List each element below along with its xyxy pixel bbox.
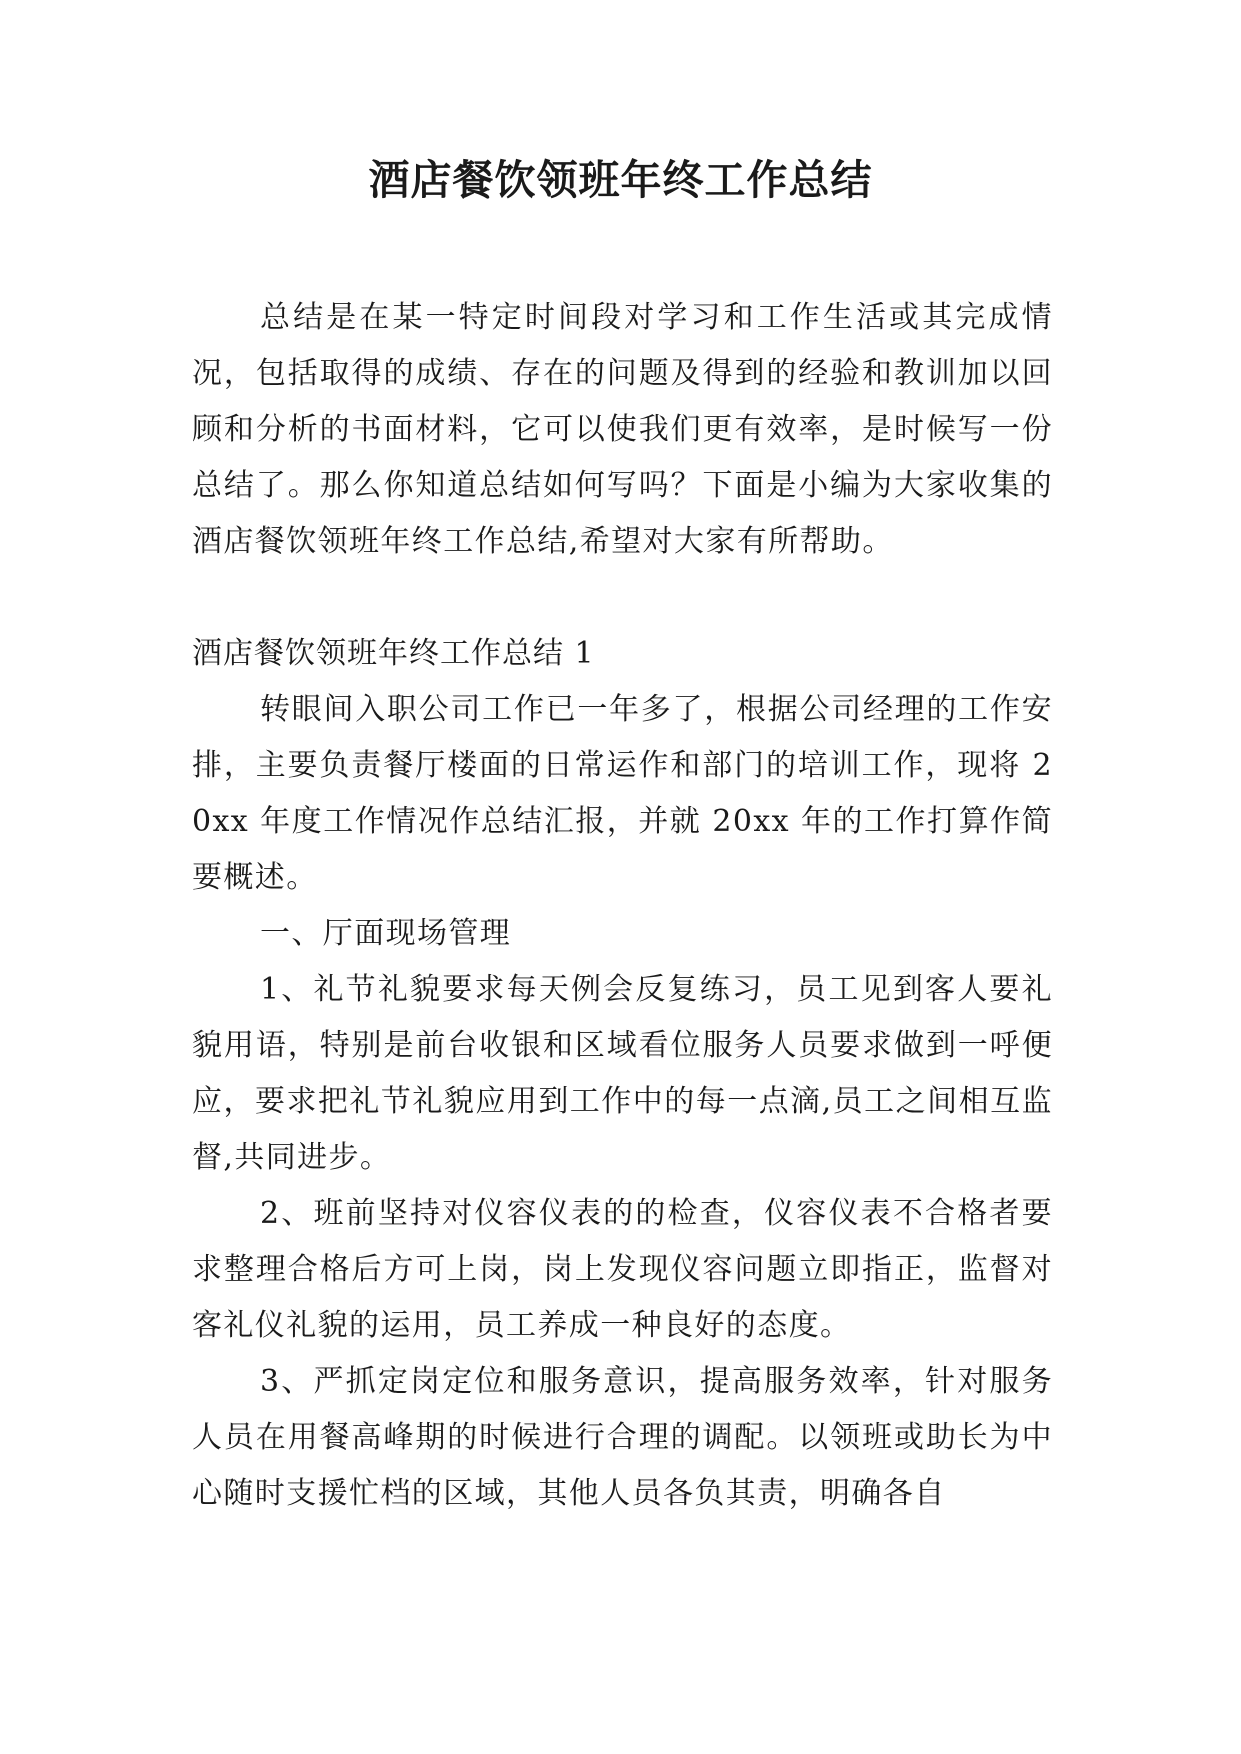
- document-title: 酒店餐饮领班年终工作总结: [368, 156, 873, 204]
- body-paragraph-3: 2、班前坚持对仪容仪表的的检查，仪容仪表不合格者要求整理合格后方可上岗，岗上发现仪容问题立即指正，监督对客礼仪礼貌的运用，员工养成一种良好的态度。: [192, 1196, 1053, 1343]
- document-body: [192, 290, 1053, 1522]
- body-paragraph-2: 1、礼节礼貌要求每天例会反复练习，员工见到客人要礼貌用语，特别是前台收银和区域看位服务人员要求做到一呼便应，要求把礼节礼貌应用到工作中的每一点滴,员工之间相互监督,共同进步。: [192, 972, 1053, 1175]
- subsection-heading: 一、厅面现场管理: [260, 916, 512, 951]
- body-paragraph-1: 转眼间入职公司工作已一年多了，根据公司经理的工作安排，主要负责餐厅楼面的日常运作和部门的培训工作，现将 20xx 年度工作情况作总结汇报，并就 20xx 年的工作打算作简要概述。: [192, 692, 1053, 895]
- intro-paragraph: 总结是在某一特定时间段对学习和工作生活或其完成情况，包括取得的成绩、存在的问题及得到的经验和教训加以回顾和分析的书面材料，它可以使我们更有效率，是时候写一份总结了。那么你知道总结如何写吗？下面是小编为大家收集的酒店餐饮领班年终工作总结,希望对大家有所帮助。: [192, 300, 1053, 559]
- section-heading: 酒店餐饮领班年终工作总结 1: [192, 636, 595, 671]
- body-paragraph-4: 3、严抓定岗定位和服务意识，提高服务效率，针对服务人员在用餐高峰期的时候进行合理的调配。以领班或助长为中心随时支援忙档的区域，其他人员各负其责，明确各自: [192, 1364, 1053, 1511]
- paragraph-gap: [192, 570, 1053, 626]
